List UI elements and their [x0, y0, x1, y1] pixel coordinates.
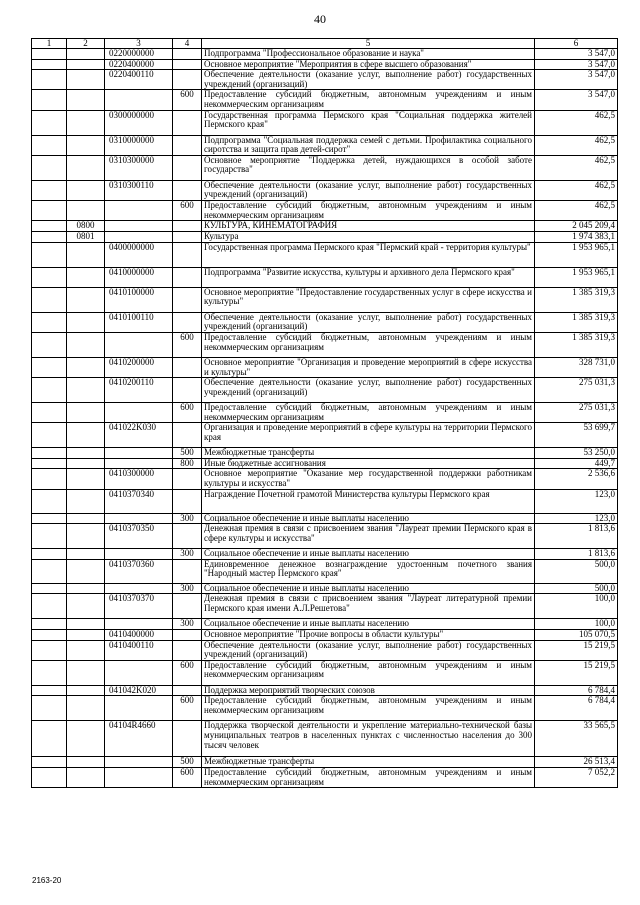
section-code-cell: 0800 [67, 221, 105, 232]
expense-type-cell [173, 110, 202, 135]
header-cell: 6 [535, 39, 618, 49]
section-code-cell [67, 70, 105, 90]
expense-type-cell [173, 685, 202, 696]
amount-cell: 100,0 [535, 594, 618, 619]
target-article-cell [105, 403, 173, 423]
amount-cell: 3 547,0 [535, 59, 618, 70]
amount-cell: 1 953 965,1 [535, 267, 618, 287]
col-1-cell [32, 378, 67, 403]
expense-type-cell [173, 378, 202, 403]
table-row [32, 378, 618, 403]
col-1-cell [32, 721, 67, 757]
table-row [32, 267, 618, 287]
target-article-cell [105, 660, 173, 685]
description-cell: Предоставление субсидий бюджетным, автономным учреждениям и иным некоммерческим организациям [202, 90, 535, 110]
description-cell: Социальное обеспечение и иные выплаты населению [202, 513, 535, 524]
description-cell: Иные бюджетные ассигнования [202, 458, 535, 469]
col-1-cell [32, 403, 67, 423]
section-code-cell [67, 155, 105, 180]
target-article-cell [105, 448, 173, 459]
section-code-cell [67, 180, 105, 200]
description-cell: Поддержка творческой деятельности и укрепление материально-технической базы муниципальных театров в населенных пунктах с численностью населения до 300 тысяч человек [202, 721, 535, 757]
amount-cell: 7 052,2 [535, 768, 618, 788]
col-1-cell [32, 489, 67, 513]
target-article-cell [105, 757, 173, 768]
table-row [32, 757, 618, 768]
target-article-cell: 0410200000 [105, 357, 173, 377]
expense-type-cell [173, 135, 202, 155]
description-cell: Предоставление субсидий бюджетным, автономным учреждениям и иным некоммерческим организациям [202, 332, 535, 357]
amount-cell: 462,5 [535, 180, 618, 200]
table-row [32, 90, 618, 110]
table-row [32, 70, 618, 90]
target-article-cell: 0410370340 [105, 489, 173, 513]
col-1-cell [32, 685, 67, 696]
description-cell: Организация и проведение мероприятий в сфере культуры на территории Пермского края [202, 423, 535, 448]
target-article-cell: 0410400000 [105, 630, 173, 641]
expense-type-cell: 500 [173, 448, 202, 459]
expense-type-cell [173, 640, 202, 660]
amount-cell: 3 547,0 [535, 90, 618, 110]
target-article-cell: 0410200110 [105, 378, 173, 403]
col-1-cell [32, 549, 67, 560]
amount-cell: 1 385 319,3 [535, 332, 618, 357]
amount-cell: 449,7 [535, 458, 618, 469]
expense-type-cell: 600 [173, 696, 202, 721]
table-row [32, 549, 618, 560]
table-row [32, 583, 618, 594]
expense-type-cell: 600 [173, 403, 202, 423]
col-1-cell [32, 357, 67, 377]
description-cell: Награждение Почетной грамотой Министерства культуры Пермского края [202, 489, 535, 513]
col-1-cell [32, 90, 67, 110]
expense-type-cell [173, 267, 202, 287]
description-cell: Межбюджетные трансферты [202, 448, 535, 459]
description-cell: Основное мероприятие "Организация и проведение мероприятий в сфере искусства и культуры" [202, 357, 535, 377]
target-article-cell: 0310300000 [105, 155, 173, 180]
col-1-cell [32, 287, 67, 312]
section-code-cell [67, 583, 105, 594]
section-code-cell [67, 685, 105, 696]
section-code-cell [67, 594, 105, 619]
table-row [32, 685, 618, 696]
page-number: 40 [314, 12, 326, 26]
section-code-cell [67, 403, 105, 423]
description-cell: Обеспечение деятельности (оказание услуг, выполнение работ) государственных учреждений (организаций) [202, 378, 535, 403]
table-header-row [32, 39, 618, 49]
target-article-cell [105, 232, 173, 243]
col-1-cell [32, 110, 67, 135]
expense-type-cell [173, 312, 202, 332]
section-code-cell [67, 660, 105, 685]
expense-type-cell [173, 524, 202, 549]
expense-type-cell: 300 [173, 619, 202, 630]
expense-type-cell [173, 357, 202, 377]
amount-cell: 275 031,3 [535, 403, 618, 423]
expense-type-cell [173, 155, 202, 180]
description-cell: Предоставление субсидий бюджетным, автономным учреждениям и иным некоммерческим организациям [202, 696, 535, 721]
section-code-cell [67, 110, 105, 135]
target-article-cell: 0410000000 [105, 267, 173, 287]
header-cell: 1 [32, 39, 67, 49]
amount-cell: 2 536,6 [535, 469, 618, 489]
table-row [32, 721, 618, 757]
col-1-cell [32, 200, 67, 220]
target-article-cell: 0310300110 [105, 180, 173, 200]
description-cell: Основное мероприятие "Прочие вопросы в области культуры" [202, 630, 535, 641]
col-1-cell [32, 583, 67, 594]
target-article-cell: 0410300000 [105, 469, 173, 489]
col-1-cell [32, 559, 67, 583]
description-cell: Обеспечение деятельности (оказание услуг, выполнение работ) государственных учреждений (организаций) [202, 640, 535, 660]
target-article-cell: 0220400110 [105, 70, 173, 90]
col-1-cell [32, 232, 67, 243]
section-code-cell [67, 242, 105, 267]
target-article-cell [105, 200, 173, 220]
description-cell: Подпрограмма "Развитие искусства, культуры и архивного дела Пермского края" [202, 267, 535, 287]
section-code-cell [67, 135, 105, 155]
header-cell: 3 [105, 39, 173, 49]
amount-cell: 328 731,0 [535, 357, 618, 377]
section-code-cell [67, 549, 105, 560]
footer-code: 2163-20 [32, 876, 62, 885]
amount-cell: 123,0 [535, 513, 618, 524]
expense-type-cell [173, 180, 202, 200]
expense-type-cell: 600 [173, 768, 202, 788]
budget-table [31, 38, 618, 788]
table-row [32, 242, 618, 267]
amount-cell: 53 699,7 [535, 423, 618, 448]
expense-type-cell [173, 489, 202, 513]
amount-cell: 53 250,0 [535, 448, 618, 459]
expense-type-cell: 600 [173, 660, 202, 685]
expense-type-cell [173, 721, 202, 757]
expense-type-cell: 600 [173, 332, 202, 357]
target-article-cell: 0220400000 [105, 59, 173, 70]
section-code-cell [67, 757, 105, 768]
table-row [32, 696, 618, 721]
expense-type-cell [173, 242, 202, 267]
description-cell: Единовременное денежное вознаграждение удостоенным почетного звания "Народный мастер Пермского края" [202, 559, 535, 583]
target-article-cell: 041022K030 [105, 423, 173, 448]
col-1-cell [32, 768, 67, 788]
table-row [32, 660, 618, 685]
table-row [32, 155, 618, 180]
target-article-cell: 0310000000 [105, 135, 173, 155]
target-article-cell [105, 768, 173, 788]
col-1-cell [32, 180, 67, 200]
expense-type-cell: 600 [173, 90, 202, 110]
target-article-cell [105, 549, 173, 560]
table-row [32, 448, 618, 459]
amount-cell: 462,5 [535, 135, 618, 155]
amount-cell: 1 385 319,3 [535, 287, 618, 312]
expense-type-cell: 500 [173, 757, 202, 768]
target-article-cell [105, 583, 173, 594]
amount-cell: 275 031,3 [535, 378, 618, 403]
description-cell: Обеспечение деятельности (оказание услуг, выполнение работ) государственных учреждений (организаций) [202, 312, 535, 332]
expense-type-cell [173, 221, 202, 232]
col-1-cell [32, 59, 67, 70]
description-cell: Денежная премия в связи с присвоением звания "Лауреат премии Пермского края в сфере культуры и искусства" [202, 524, 535, 549]
section-code-cell [67, 619, 105, 630]
col-1-cell [32, 155, 67, 180]
description-cell: Основное мероприятие "Оказание мер государственной поддержки работникам культуры и искусства" [202, 469, 535, 489]
table-row [32, 357, 618, 377]
col-1-cell [32, 630, 67, 641]
table-row [32, 640, 618, 660]
amount-cell: 500,0 [535, 583, 618, 594]
expense-type-cell: 800 [173, 458, 202, 469]
col-1-cell [32, 469, 67, 489]
expense-type-cell [173, 232, 202, 243]
section-code-cell [67, 267, 105, 287]
section-code-cell [67, 448, 105, 459]
description-cell: Подпрограмма "Профессиональное образование и наука" [202, 49, 535, 60]
expense-type-cell: 300 [173, 513, 202, 524]
target-article-cell: 041042K020 [105, 685, 173, 696]
description-cell: Поддержка мероприятий творческих союзов [202, 685, 535, 696]
amount-cell: 15 219,5 [535, 660, 618, 685]
table-row [32, 221, 618, 232]
col-1-cell [32, 696, 67, 721]
col-1-cell [32, 513, 67, 524]
amount-cell: 1 813,6 [535, 549, 618, 560]
table-row [32, 49, 618, 60]
description-cell: Предоставление субсидий бюджетным, автономным учреждениям и иным некоммерческим организациям [202, 200, 535, 220]
amount-cell: 26 513,4 [535, 757, 618, 768]
section-code-cell [67, 469, 105, 489]
amount-cell: 105 070,5 [535, 630, 618, 641]
description-cell: Основное мероприятие "Предоставление государственных услуг в сфере искусства и культуры" [202, 287, 535, 312]
table-row [32, 110, 618, 135]
table-row [32, 469, 618, 489]
table-row [32, 594, 618, 619]
expense-type-cell [173, 594, 202, 619]
section-code-cell [67, 423, 105, 448]
header-cell: 4 [173, 39, 202, 49]
table-row [32, 619, 618, 630]
section-code-cell [67, 721, 105, 757]
expense-type-cell: 300 [173, 583, 202, 594]
table-row [32, 59, 618, 70]
table-row [32, 287, 618, 312]
table-row [32, 513, 618, 524]
section-code-cell [67, 378, 105, 403]
amount-cell: 462,5 [535, 155, 618, 180]
col-1-cell [32, 448, 67, 459]
table-row [32, 135, 618, 155]
amount-cell: 462,5 [535, 200, 618, 220]
amount-cell: 3 547,0 [535, 49, 618, 60]
col-1-cell [32, 332, 67, 357]
col-1-cell [32, 312, 67, 332]
description-cell: Социальное обеспечение и иные выплаты населению [202, 583, 535, 594]
section-code-cell [67, 696, 105, 721]
col-1-cell [32, 757, 67, 768]
expense-type-cell [173, 59, 202, 70]
description-cell: Государственная программа Пермского края "Пермский край - территория культуры" [202, 242, 535, 267]
table-row [32, 332, 618, 357]
description-cell: Подпрограмма "Социальная поддержка семей с детьми. Профилактика социального сиротства и защита прав детей-сирот" [202, 135, 535, 155]
amount-cell: 462,5 [535, 110, 618, 135]
target-article-cell: 0410370370 [105, 594, 173, 619]
amount-cell: 100,0 [535, 619, 618, 630]
section-code-cell [67, 768, 105, 788]
amount-cell: 33 565,5 [535, 721, 618, 757]
expense-type-cell [173, 469, 202, 489]
section-code-cell [67, 332, 105, 357]
header-cell: 5 [202, 39, 535, 49]
table-row [32, 312, 618, 332]
section-code-cell [67, 559, 105, 583]
expense-type-cell: 300 [173, 549, 202, 560]
col-1-cell [32, 619, 67, 630]
table-row [32, 180, 618, 200]
section-code-cell [67, 200, 105, 220]
target-article-cell [105, 332, 173, 357]
section-code-cell [67, 90, 105, 110]
description-cell: Государственная программа Пермского края "Социальная поддержка жителей Пермского края" [202, 110, 535, 135]
section-code-cell [67, 524, 105, 549]
table-row [32, 524, 618, 549]
col-1-cell [32, 267, 67, 287]
section-code-cell [67, 357, 105, 377]
col-1-cell [32, 135, 67, 155]
target-article-cell: 0410100000 [105, 287, 173, 312]
amount-cell: 6 784,4 [535, 696, 618, 721]
expense-type-cell [173, 287, 202, 312]
section-code-cell: 0801 [67, 232, 105, 243]
target-article-cell: 0410100110 [105, 312, 173, 332]
amount-cell: 500,0 [535, 559, 618, 583]
section-code-cell [67, 312, 105, 332]
description-cell: Основное мероприятие "Поддержка детей, нуждающихся в особой заботе государства" [202, 155, 535, 180]
expense-type-cell [173, 70, 202, 90]
target-article-cell: 04104R4660 [105, 721, 173, 757]
header-cell: 2 [67, 39, 105, 49]
target-article-cell: 0410400110 [105, 640, 173, 660]
expense-type-cell [173, 630, 202, 641]
amount-cell: 6 784,4 [535, 685, 618, 696]
col-1-cell [32, 524, 67, 549]
description-cell: Межбюджетные трансферты [202, 757, 535, 768]
expense-type-cell: 600 [173, 200, 202, 220]
col-1-cell [32, 423, 67, 448]
target-article-cell [105, 513, 173, 524]
table-row [32, 200, 618, 220]
description-cell: Культура [202, 232, 535, 243]
col-1-cell [32, 594, 67, 619]
description-cell: Социальное обеспечение и иные выплаты населению [202, 619, 535, 630]
section-code-cell [67, 458, 105, 469]
section-code-cell [67, 640, 105, 660]
amount-cell: 1 953 965,1 [535, 242, 618, 267]
section-code-cell [67, 287, 105, 312]
table-row [32, 630, 618, 641]
description-cell: Предоставление субсидий бюджетным, автономным учреждениям и иным некоммерческим организациям [202, 660, 535, 685]
section-code-cell [67, 489, 105, 513]
target-article-cell: 0220000000 [105, 49, 173, 60]
col-1-cell [32, 458, 67, 469]
target-article-cell [105, 221, 173, 232]
table-row [32, 403, 618, 423]
description-cell: Социальное обеспечение и иные выплаты населению [202, 549, 535, 560]
table-row [32, 423, 618, 448]
description-cell: Обеспечение деятельности (оказание услуг, выполнение работ) государственных учреждений (организаций) [202, 180, 535, 200]
target-article-cell [105, 458, 173, 469]
description-cell: Предоставление субсидий бюджетным, автономным учреждениям и иным некоммерческим организациям [202, 403, 535, 423]
target-article-cell [105, 696, 173, 721]
expense-type-cell [173, 49, 202, 60]
section-code-cell [67, 513, 105, 524]
col-1-cell [32, 242, 67, 267]
table-row [32, 489, 618, 513]
section-code-cell [67, 59, 105, 70]
table-row [32, 232, 618, 243]
description-cell: Основное мероприятие "Мероприятия в сфере высшего образования" [202, 59, 535, 70]
target-article-cell: 0400000000 [105, 242, 173, 267]
expense-type-cell [173, 423, 202, 448]
amount-cell: 2 045 209,4 [535, 221, 618, 232]
amount-cell: 123,0 [535, 489, 618, 513]
amount-cell: 15 219,5 [535, 640, 618, 660]
amount-cell: 1 813,6 [535, 524, 618, 549]
table-row [32, 768, 618, 788]
col-1-cell [32, 660, 67, 685]
target-article-cell [105, 619, 173, 630]
amount-cell: 1 385 319,3 [535, 312, 618, 332]
section-code-cell [67, 49, 105, 60]
table-row [32, 458, 618, 469]
section-code-cell [67, 630, 105, 641]
col-1-cell [32, 221, 67, 232]
target-article-cell [105, 90, 173, 110]
description-cell: КУЛЬТУРА, КИНЕМАТОГРАФИЯ [202, 221, 535, 232]
target-article-cell: 0410370360 [105, 559, 173, 583]
expense-type-cell [173, 559, 202, 583]
description-cell: Денежная премия в связи с присвоением звания "Лауреат литературной премии Пермского края имени А.Л.Решетова" [202, 594, 535, 619]
target-article-cell: 0410370350 [105, 524, 173, 549]
target-article-cell: 0300000000 [105, 110, 173, 135]
table-row [32, 559, 618, 583]
amount-cell: 1 974 383,1 [535, 232, 618, 243]
col-1-cell [32, 49, 67, 60]
description-cell: Обеспечение деятельности (оказание услуг, выполнение работ) государственных учреждений (организаций) [202, 70, 535, 90]
col-1-cell [32, 70, 67, 90]
amount-cell: 3 547,0 [535, 70, 618, 90]
description-cell: Предоставление субсидий бюджетным, автономным учреждениям и иным некоммерческим организациям [202, 768, 535, 788]
col-1-cell [32, 640, 67, 660]
